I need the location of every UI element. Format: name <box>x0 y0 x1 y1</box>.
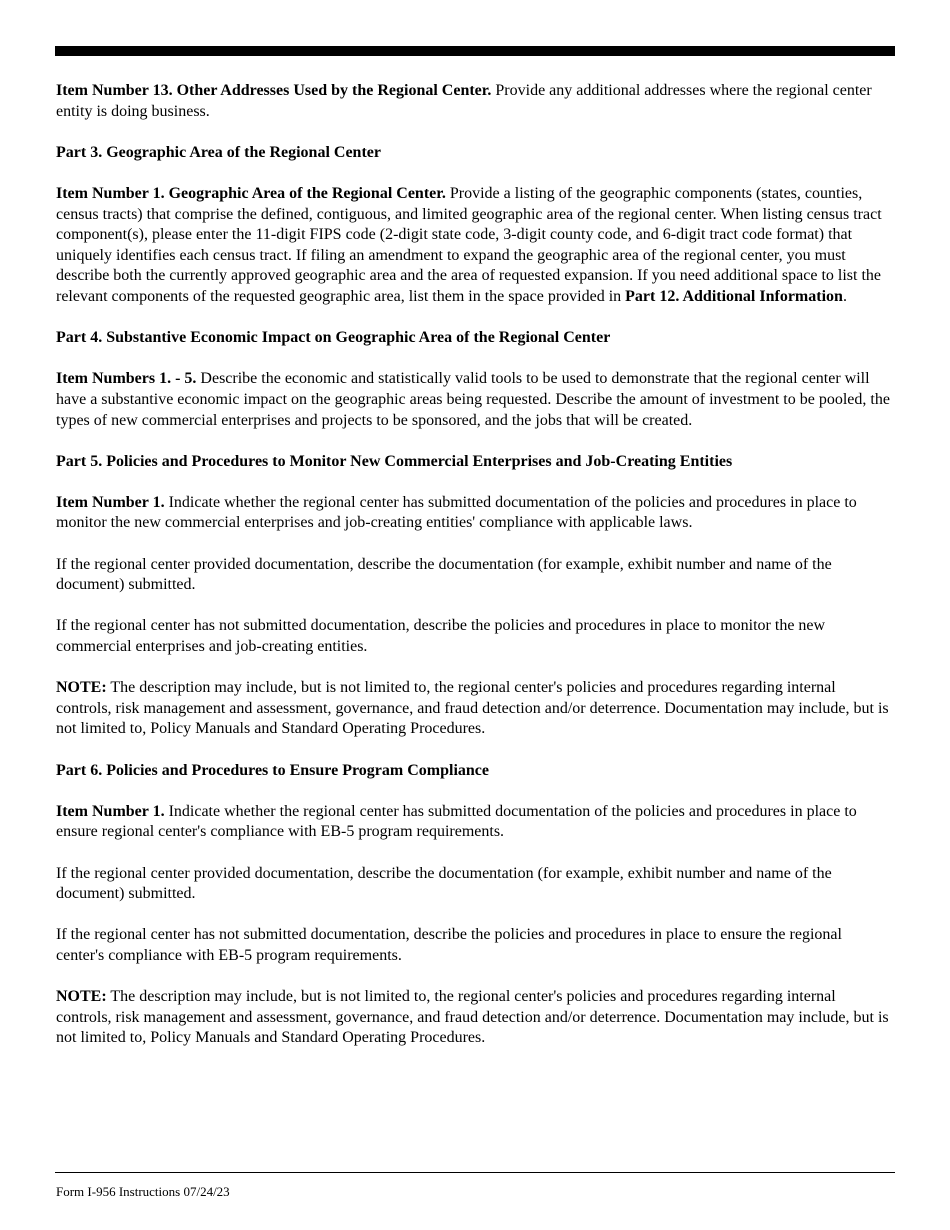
part-5-heading: Part 5. Policies and Procedures to Monitor New Commercial Enterprises and Job-Creating Entities <box>56 452 733 470</box>
part-4-heading: Part 4. Substantive Economic Impact on Geographic Area of the Regional Center <box>56 329 611 347</box>
part-3-item-1-paragraph: Item Number 1. Geographic Area of the Regional Center. Provide a listing of the geographic components (states, counties, census tracts) that comprise the defined, contiguous, and limited geographic area of the regional center. When listing census tract component(s), please enter the 11-digit FIPS code (2-digit state code, 3-digit county code, and 6-digit tract code format) that uniquely identifies each census tract. If filing an amendment to expand the geographic area of the regional center, you must describe both the currently approved geographic area and the area of requested expansion. If you need additional space to list the relevant components of the requested geographic area, list them in the space provided in Part 12. Additional Information. <box>56 184 882 305</box>
part-5-note-paragraph: NOTE: The description may include, but is not limited to, the regional center's policies and procedures regarding internal controls, risk management and assessment, governance, and fraud detection and/or deterrence. Documentation may include, but is not limited to, Policy Manuals and Standard Operating Procedures. <box>56 679 889 738</box>
part-5-item-1-paragraph: Item Number 1. Indicate whether the regional center has submitted documentation of the policies and procedures in place to monitor the new commercial enterprises and job-creating entities' compliance with applicable laws. <box>56 493 857 532</box>
form-footer: Form I-956 Instructions 07/24/23 <box>56 1184 230 1199</box>
part-6-not-submitted-paragraph: If the regional center has not submitted documentation, describe the policies and procedures in place to ensure the regional center's compliance with EB-5 program requirements. <box>56 926 842 964</box>
footer-rule <box>55 1172 895 1173</box>
top-rule <box>55 46 895 56</box>
part-6-note-paragraph: NOTE: The description may include, but is not limited to, the regional center's policies and procedures regarding internal controls, risk management and assessment, governance, and fraud detection and/or deterrence. Documentation may include, but is not limited to, Policy Manuals and Standard Operating Procedures. <box>56 988 889 1047</box>
item-13-paragraph: Item Number 13. Other Addresses Used by the Regional Center. Provide any additional addresses where the regional center entity is doing business. <box>56 82 872 120</box>
part-5-not-submitted-paragraph: If the regional center has not submitted documentation, describe the policies and procedures in place to monitor the new commercial enterprises and job-creating entities. <box>56 617 826 656</box>
part-6-provided-paragraph: If the regional center provided documentation, describe the documentation (for example, exhibit number and name of the document) submitted. <box>56 864 832 903</box>
part-3-heading: Part 3. Geographic Area of the Regional Center <box>56 143 381 161</box>
document-body <box>56 81 892 1070</box>
part-5-provided-paragraph: If the regional center provided documentation, describe the documentation (for example, exhibit number and name of the document) submitted. <box>56 555 832 594</box>
part-6-item-1-paragraph: Item Number 1. Indicate whether the regional center has submitted documentation of the policies and procedures in place to ensure regional center's compliance with EB-5 program requirements. <box>56 802 857 841</box>
part-4-items-paragraph: Item Numbers 1. - 5. Describe the economic and statistically valid tools to be used to demonstrate that the regional center will have a substantive economic impact on the geographic areas being requested. Describe the amount of investment to be pooled, the types of new commercial enterprises and projects to be sponsored, and the jobs that will be created. <box>56 370 890 429</box>
part-6-heading: Part 6. Policies and Procedures to Ensure Program Compliance <box>56 761 489 779</box>
